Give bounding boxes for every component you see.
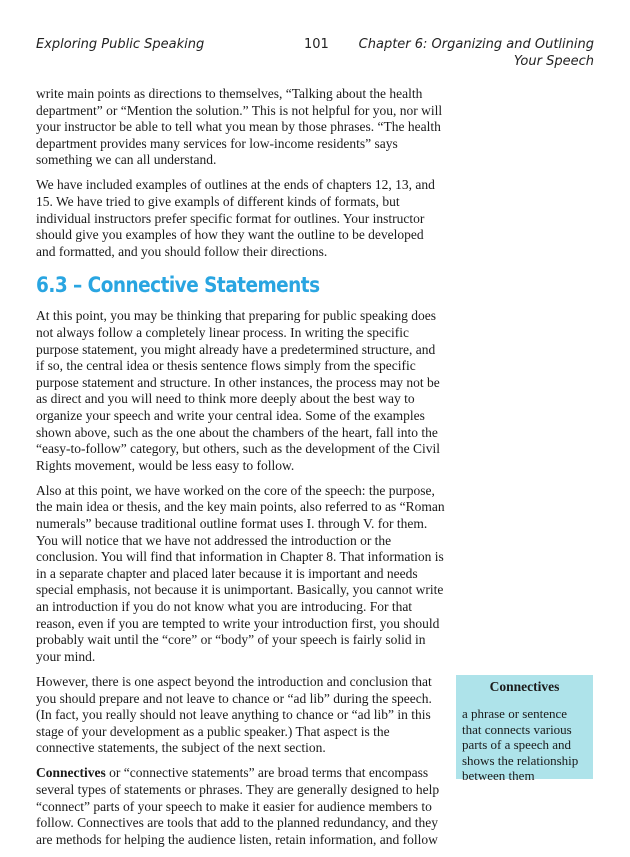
main-text-column — [36, 86, 446, 857]
paragraph: However, there is one aspect beyond the introduction and conclusion that you should prepare and not leave to chance or “ad lib” during the speech. (In fact, you really should not leave anything to chance or “ad lib” in this stage of your development as a public speaker.) That aspect is the connective statements, the subject of the next section. — [36, 673, 432, 756]
page-number: 101 — [304, 37, 329, 52]
paragraph-text: or “connective statements” are broad terms that encompass several types of statements or phrases. They are generally designed to help “connect” parts of your speech to make it easier for audience members to follow. Connectives are tools that add to the planned redundancy, and they are methods for helping the audience listen, retain information, and follow — [36, 765, 440, 847]
key-term: Connectives — [36, 765, 106, 781]
glossary-sidebar — [456, 675, 593, 783]
glossary-term: Connectives — [489, 679, 560, 694]
paragraph: We have included examples of outlines at the ends of chapters 12, 13, and 15. We have tried to give exampls of different kinds of formats, but individual instructors prefer specific format for outlines. Your instructor should give you examples of how they want the outline to be developed and formatted, and you should follow their directions. — [36, 177, 435, 259]
chapter-title-line-2: Your Speech — [513, 54, 594, 69]
paragraph: At this point, you may be thinking that preparing for public speaking does not always follow a completely linear process. In writing the specific purpose statement, you might already have a predetermined structure, and if so, the central idea or thesis sentence flows simply from the specific purpose statement and structure. In other instances, the process may not be as direct and you will need to think more deeply about the best way to organize your speech and write your central idea. Some of the examples shown above, such as the one about the chambers of the heart, fall into the “easy-to-follow” category, but others, such as the development of the Civil Rights movement, would be less easy to follow. — [36, 308, 441, 473]
section-heading: 6.3 – Connective Statements — [36, 273, 320, 298]
glossary-definition: a phrase or sentence that connects various parts of a speech and shows the relationship between them — [462, 706, 579, 783]
running-header-book-title: Exploring Public Speaking — [36, 37, 205, 52]
chapter-title-line-1: Chapter 6: Organizing and Outlining — [358, 37, 594, 52]
running-header-chapter — [359, 36, 594, 70]
paragraph-connectives — [36, 765, 446, 848]
paragraph: write main points as directions to themselves, “Talking about the health department” or “Mention the solution.” This is not helpful for you, nor will your instructor be able to tell what you mean by those phrases. “The health department provides many services for low-income residents” says something we can all understand. — [36, 86, 443, 168]
paragraph: Also at this point, we have worked on the core of the speech: the purpose, the main idea or thesis, and the key main points, also referred to as “Roman numerals” because traditional outline format uses I. through V. for them. You will notice that we have not addressed the introduction or the conclusion. You will find that information in Chapter 8. That information is in a separate chapter and placed later because it is important and needs special emphasis, not because it is unimportant. Basically, you cannot write an introduction if you do not know what you are introducing. For that reason, even if you are tempted to write your introduction first, you should probably wait until the “core” or “body” of your speech is fairly solid in your mind. — [36, 482, 445, 664]
